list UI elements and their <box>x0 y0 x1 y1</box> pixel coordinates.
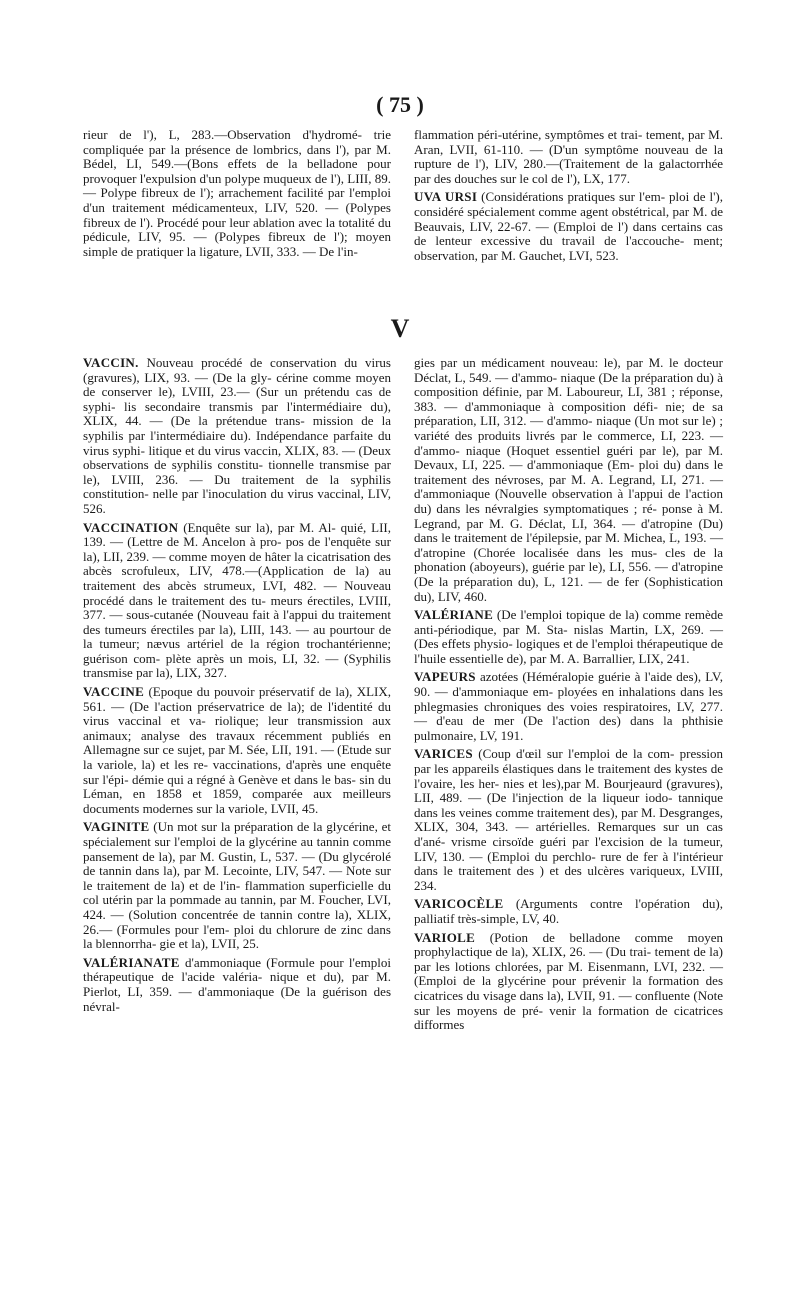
continued-entry: rieur de l'), L, 283.—Observation d'hydromé- trie compliquée par la présence de lombrics, dans l'), par M. Bédel, LI, 549.—(Bons effets de la belladone pour provoquer l'expulsion d'un polype muqueux de l'), LIII, 89. — Polype fibreux de l'); arrachement facilité par l'emploi d'un traitement médicamenteux, LIV, 520. — (Polypes fibreux de l'). Procédé pour leur ablation avec la totalité du pédicule, LIV, 95. — (Polypes fibreux de l'); moyen simple de pratiquer la ligature, LVII, 333. — De l'in- <box>83 127 391 259</box>
entry-keyword: VAGINITE <box>83 819 150 835</box>
section-v-left-column <box>83 356 391 1018</box>
index-entry: VACCINE (Epoque du pouvoir préservatif de la), XLIX, 561. — (De l'action préservatrice de la); de l'identité du virus vaccinal et va- riolique; leur transmission aux animaux; analyse des travaux récemment publiés en Allemagne sur ce sujet, par M. Sée, LII, 191. — (Etude sur la variole, la) et les re- vaccinations, d'après une enquête sur l'épi- démie qui a régné à Genève et dans le bas- sin du Léman, en 1858 et 1859, comparée aux meilleurs documents modernes sur la variole, LVII, 45. <box>83 684 391 816</box>
entry-keyword: VALÉRIANATE <box>83 954 180 970</box>
entry-keyword: VACCINATION <box>83 519 179 535</box>
section-v-right-column <box>414 356 723 1037</box>
entry-keyword: VARICES <box>414 746 473 762</box>
entry-keyword: VALÉRIANE <box>414 607 494 623</box>
top-right-column <box>414 128 723 267</box>
section-letter: V <box>390 314 410 343</box>
continued-entry: flammation péri-utérine, symptômes et trai- tement, par M. Aran, LVII, 61-110. — (D'un symptôme nouveau de la rupture de l'), LIV, 280.—(Traitement de la galactorrhée par des douches sur le col de l'), LX, 177. <box>414 127 723 186</box>
index-entry: VARICOCÈLE (Arguments contre l'opération du), palliatif très-simple, LV, 40. <box>414 896 723 926</box>
index-entry: VARICES (Coup d'œil sur l'emploi de la com- pression par les appareils élastiques dans le traitement des kystes de l'ovaire, les her- nies et les),par M. Bourjeaurd (gravures), LII, 489. — (De l'injection de la liqueur iodo- tannique dans les veines comme traitement des), par M. Desgranges, XLIX, 304, 343. — artérielles. Remarques sur un cas d'ané- vrisme cirsoïde guéri par l'excision de la tumeur, LIV, 130. — (Emploi du perchlo- rure de fer à l'intérieur dans le traitement des ) et des ulcères variqueux, LVIII, 234. <box>414 746 723 893</box>
entry-keyword: VAPEURS <box>414 669 476 685</box>
index-entry: VALÉRIANE (De l'emploi topique de la) comme remède anti-périodique, par M. Sta- nislas Martin, LX, 269. — (Des effets physio- logiques et de l'emploi thérapeutique de l'huile essentielle de), par M. A. Barrallier, LIX, 241. <box>414 607 723 666</box>
entry-keyword: VACCINE <box>83 684 145 700</box>
index-entry: VAGINITE (Un mot sur la préparation de la glycérine, et spécialement sur l'emploi de la glycérine au tannin comme pansement de la), par M. Gustin, L, 537. — (Du glycérolé de tannin dans la), par M. Lecointe, LIV, 547. — Note sur le traitement de la) et de l'in- flammation superficielle du col utérin par la pommade au tannin, par M. Foucher, LVI, 424. — (Solution concentrée de tannin contre la), XLIX, 26.— (Formules pour l'em- ploi du chlorure de zinc dans la blennorrha- gie et la), LVII, 25. <box>83 819 391 952</box>
index-entry: VACCINATION (Enquête sur la), par M. Al- quié, LII, 139. — (Lettre de M. Ancelon à pro- pos de l'enquête sur la), LII, 239. — comme moyen de hâter la cicatrisation des abcès scrofuleux, LIV, 478.—(Application de la) au traitement des abcès strumeux, LVI, 482. — Nouveau procédé dans le traitement des tu- meurs érectiles, LVIII, 377. — sous-cutanée (Nouveau fait à l'appui du traitement des tumeurs érectiles par la), LIII, 143. — au pourtour de la tumeur; nævus artériel de la région trochantérienne; guérison com- plète après un mois, LI, 32. — (Syphilis transmise par la), LIX, 327. <box>83 519 391 681</box>
top-left-column <box>83 128 391 263</box>
continued-entry: gies par un médicament nouveau: le), par M. le docteur Déclat, L, 549. — d'ammo- niaque (De la préparation du) à composition définie, par M. Laboureur, LI, 381 ; réponse, 383. — d'ammoniaque à composition défi- nie; de sa préparation, LII, 312. — d'ammo- niaque (Un mot sur le) ; variété des produits livrés par le commerce, LI, 223. — d'ammo- niaque (Hoquet essentiel guéri par le), par M. Devaux, LI, 225. — d'ammoniaque (Em- ploi du) dans le traitement des névroses, par M. A. Legrand, LI, 271. — d'ammoniaque (Nouvelle observation à l'appui de l'action du) dans les névralgies symptomatiques ; ré- ponse à M. Legrand, par M. G. Déclat, LI, 364. — d'atropine (Du) dans le traitement de l'épilepsie, par M. Michea, L, 193. — d'atropine (Chorée localisée dans les mus- cles de la phonation (aboyeurs), guérie par le), LI, 556. — d'atropine (De la préparation du), L, 121. — de fer (Sophistication du), LIV, 460. <box>414 355 723 604</box>
index-entry: VACCIN. Nouveau procédé de conservation du virus (gravures), LIX, 93. — (De la gly- cérine comme moyen de conserver le), LVIII, 23.— (Sur un prétendu cas de syphi- lis secondaire transmis par l'intermédiaire du), XLIX, 44. — (De la prétendue trans- mission de la syphilis par l'intermédiaire du). Indépendance parfaite du virus syphi- litique et du virus vaccin, XLIX, 83. — (Deux observations de syphilis constitu- tionnelle transmise par le), LVIII, 236. — Du traitement de la syphilis constitution- nelle par l'inoculation du virus vaccinal, LIV, 526. <box>83 355 391 516</box>
index-entry: VARIOLE (Potion de belladone comme moyen prophylactique de la), XLIX, 26. — (Du trai- tement de la) par les lotions chlorées, par M. Eisenmann, LVI, 232. — (Emploi de la glycérine pour prévenir la formation des cicatrices du visage dans la), LVII, 91. — confluente (Note sur les moyens de pré- venir la formation de cicatrices difformes <box>414 929 723 1033</box>
entry-keyword: VACCIN. <box>83 355 139 370</box>
page-number: ( 75 ) <box>376 92 424 117</box>
entry-keyword: VARICOCÈLE <box>414 896 504 912</box>
entry-keyword: VARIOLE <box>414 929 476 945</box>
entry-keyword: UVA URSI <box>414 189 478 205</box>
index-entry: VALÉRIANATE d'ammoniaque (Formule pour l'emploi thérapeutique de l'acide valéria- nique et du), par M. Pierlot, LI, 359. — d'ammoniaque (De la guérison des névral- <box>83 954 391 1014</box>
index-entry: VAPEURS azotées (Héméralopie guérie à l'aide des), LV, 90. — d'ammoniaque em- ployées en inhalations dans les phlegmasies chroniques des voies respiratoires, LV, 277. — d'eau de mer (De l'action des) dans la phthisie pulmonaire, LV, 191. <box>414 669 723 743</box>
index-entry: UVA URSI (Considérations pratiques sur l'em- ploi de l'), considéré spécialement comme agent obstétrical, par M. de Beauvais, LIV, 22-67. — (Emploi de l') dans certains cas de lenteur excessive du travail de l'accouche- ment; observation, par M. Gauchet, LVI, 523. <box>414 189 723 263</box>
